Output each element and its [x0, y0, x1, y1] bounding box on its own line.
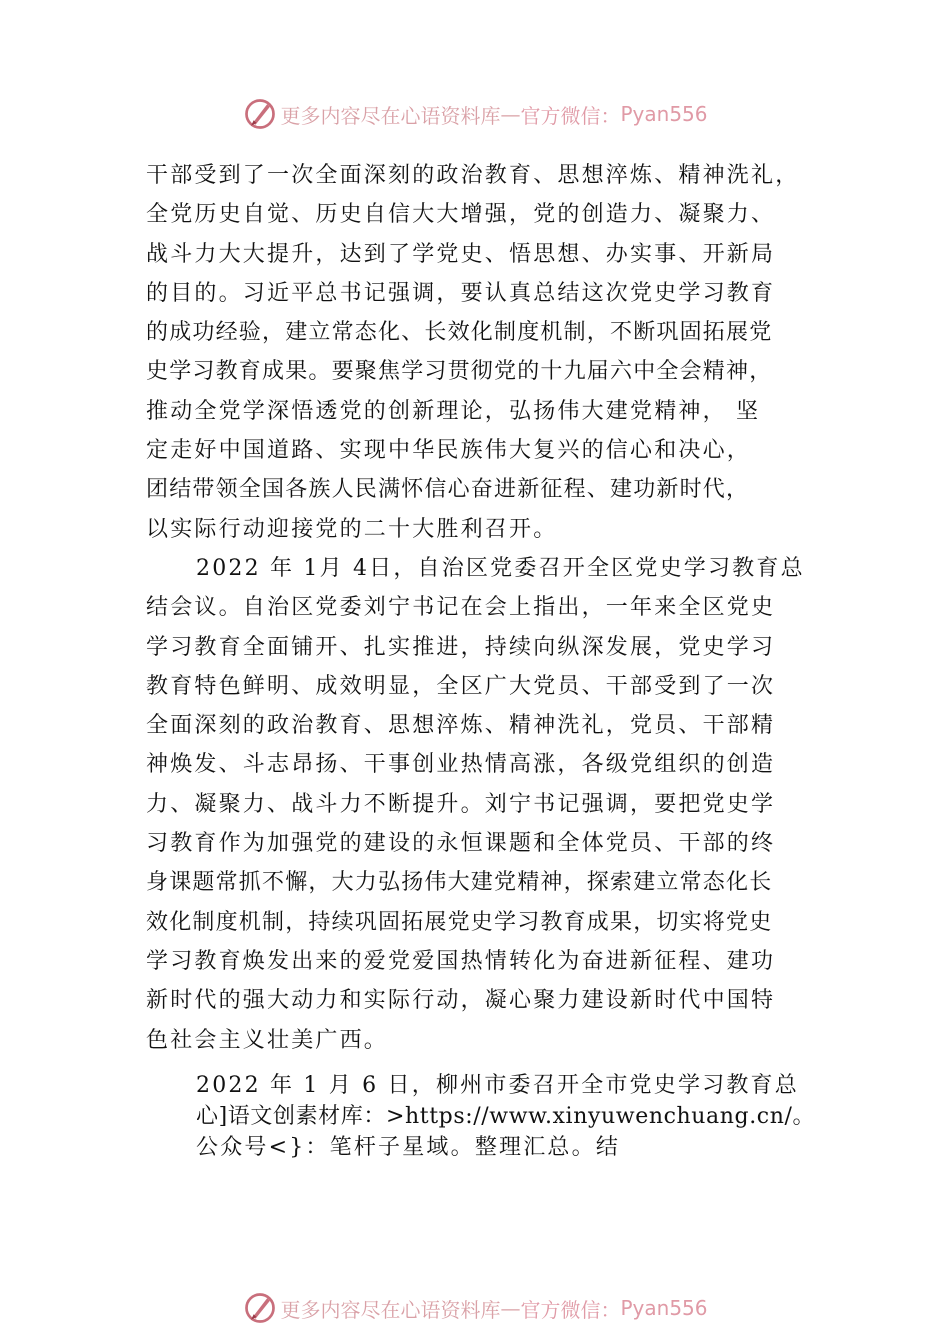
text-line: 学习教育焕发出来的爱党爱国热情转化为奋进新征程、建功 [146, 948, 776, 974]
text-line: 效化制度机制，持续巩固拓展党史学习教育成果，切实将党史 [146, 909, 773, 935]
footer-watermark-banner [0, 1288, 950, 1328]
banner-text: 更多内容尽在心语资料库 [280, 103, 501, 128]
banner-wechat-id: Pyan556 [620, 1296, 708, 1320]
text-line: 团结带领全国各族人民满怀信心奋进新征程、建功新时代， [146, 477, 750, 503]
quill-pen-logo-icon [242, 1290, 278, 1326]
banner-separator: — [500, 1296, 521, 1320]
text-line: 身课题常抓不懈，大力弘扬伟大建党精神，探索建立常态化长 [146, 870, 773, 896]
text-line: 2022 年 1月 4日，自治区党委召开全区党史学习教育总 [196, 555, 805, 581]
paragraph [146, 1070, 836, 1163]
text-line: 全面深刻的政治教育、思想淬炼、精神洗礼，党员、干部精 [146, 713, 776, 739]
banner-wechat-label: 官方微信： [520, 103, 621, 128]
body-text [146, 156, 836, 1060]
text-line: 新时代的强大动力和实际行动，凝心聚力建设新时代中国特 [146, 988, 776, 1014]
paragraph [146, 156, 836, 549]
text-line: 色社会主义壮美广西。 [146, 1027, 389, 1053]
paragraph [146, 549, 836, 1060]
quill-pen-logo-icon [242, 96, 278, 132]
banner-separator: — [500, 102, 521, 126]
banner-wechat-id: Pyan556 [620, 102, 708, 126]
banner-text: 更多内容尽在心语资料库 [280, 1297, 501, 1322]
header-watermark-banner [0, 94, 950, 134]
text-line: 干部受到了一次全面深刻的政治教育、思想淬炼、精神洗礼， [146, 163, 800, 188]
text-line: 结会议。自治区党委刘宁书记在会上指出，一年来全区党史 [146, 595, 776, 621]
source-link-line: 心]语文创素材库：>https://www.xinyuwenchuang.cn/。 [196, 1104, 816, 1129]
text-line: 以实际行动迎接党的二十大胜利召开。 [146, 516, 558, 542]
text-line: 史学习教育成果。要聚焦学习贯彻党的十九届六中全会精神， [146, 359, 773, 385]
text-line: 战斗力大大提升，达到了学党史、悟思想、办实事、开新局 [146, 241, 776, 267]
text-line: 的目的。习近平总书记强调，要认真总结这次党史学习教育 [146, 280, 776, 306]
banner-wechat-label: 官方微信： [520, 1297, 621, 1322]
text-line: 神焕发、斗志昂扬、干事创业热情高涨，各级党组织的创造 [146, 752, 776, 778]
text-line: 公众号<}：笔杆子星域。整理汇总。结 [196, 1135, 621, 1160]
body-text-tail [146, 1070, 836, 1163]
text-line: 教育特色鲜明、成效明显，全区广大党员、干部受到了一次 [146, 673, 776, 699]
text-line: 定走好中国道路、实现中华民族伟大复兴的信心和决心， [146, 438, 752, 464]
text-line: 的成功经验，建立常态化、长效化制度机制，不断巩固拓展党 [146, 320, 773, 346]
text-line: 全党历史自觉、历史自信大大增强，党的创造力、凝聚力、 [146, 202, 776, 228]
text-line: 力、凝聚力、战斗力不断提升。刘宁书记强调，要把党史学 [146, 791, 776, 817]
text-line: 2022 年 1 月 6 日，柳州市委召开全市党史学习教育总 [196, 1073, 799, 1098]
text-line: 推动全党学深悟透党的创新理论，弘扬伟大建党精神， 坚 [146, 398, 761, 424]
text-line: 习教育作为加强党的建设的永恒课题和全体党员、干部的终 [146, 831, 776, 857]
text-line: 学习教育全面铺开、扎实推进，持续向纵深发展，党史学习 [146, 634, 776, 660]
